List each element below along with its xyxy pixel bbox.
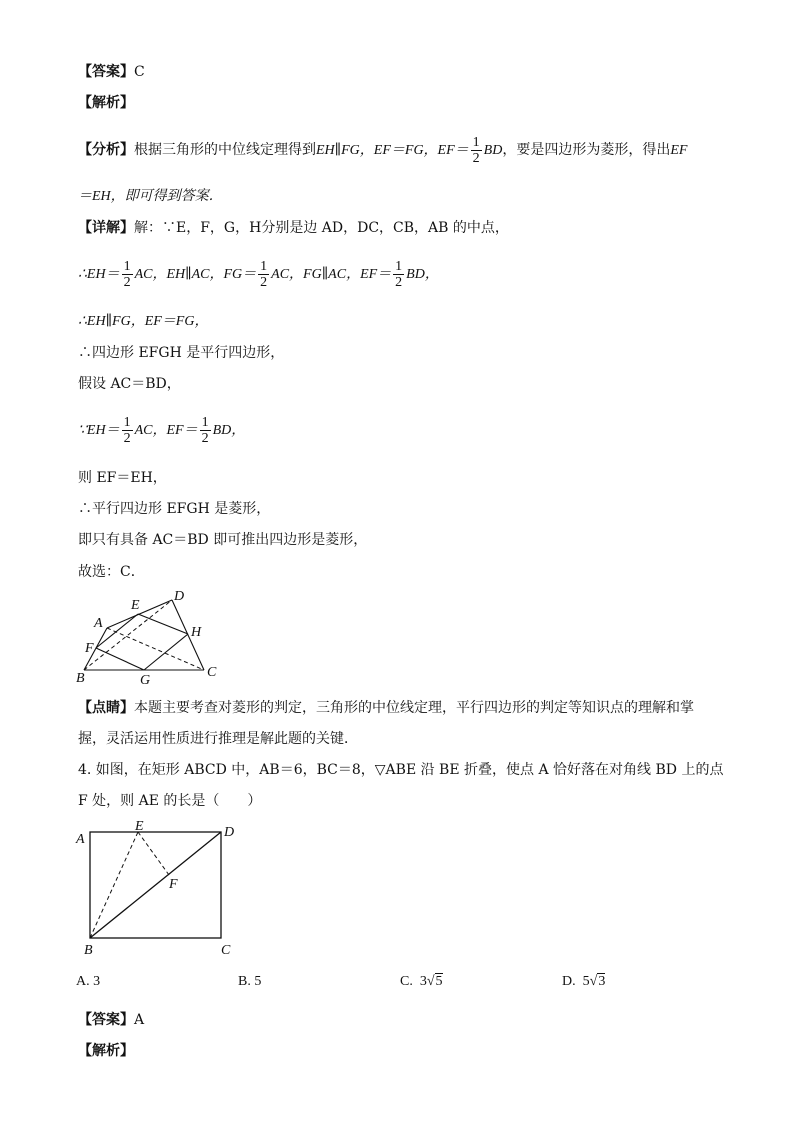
fraction-half: $\frac{1}{2}$ <box>123 258 131 290</box>
option-b[interactable]: B. 5 <box>238 974 262 989</box>
rectangle-figure <box>72 818 252 960</box>
answer-label: 【答案】 <box>78 1012 134 1028</box>
q3-fenxi-line <box>78 132 687 169</box>
label-d: D <box>174 589 185 604</box>
option-a[interactable]: A. 3 <box>76 974 101 989</box>
q3-step1: ∴EH＝ $\frac{1}{2}$ AC，EH∥AC，FG＝ $\frac{1}{2}$ AC，FG∥AC，EF＝ $\frac{1}{2}$ BD， <box>78 258 439 290</box>
dianjing-text1: 本题主要考查对菱形的判定，三角形的中位线定理，平行四边形的判定等知识点的理解和掌 <box>134 700 694 716</box>
q3-step5: ∵EH＝ $\frac{1}{2}$ AC，EF＝ $\frac{1}{2}$ BD， <box>78 414 246 446</box>
q3-analysis-label: 【解析】 <box>78 95 134 111</box>
detail-text: 解：∵E，F，G，H分别是边 AD，DC，CB，AB 的中点， <box>134 220 509 236</box>
label-c: C <box>221 943 231 958</box>
q3-step4: 假设 AC＝BD， <box>78 376 181 392</box>
fenxi-text1: 根据三角形的中位线定理得到 <box>134 142 316 158</box>
diagonal-ac <box>107 628 204 670</box>
label-f: F <box>169 877 178 892</box>
fenxi-bd: BD <box>483 143 503 158</box>
q3-dianjing-line1 <box>78 698 694 718</box>
q4-stem-line2: F 处，则 AE 的长是（ ） <box>78 793 262 809</box>
segment-ef <box>138 832 169 875</box>
q3-detail-line <box>78 218 509 238</box>
fold-line-be <box>90 832 138 938</box>
q3-step7: ∴平行四边形 EFGH 是菱形， <box>78 501 271 517</box>
quadrilateral-figure <box>74 586 234 688</box>
fenxi-label: 【分析】 <box>78 142 134 158</box>
q3-step9: 故选：C． <box>78 564 145 580</box>
q4-analysis-label: 【解析】 <box>78 1043 134 1059</box>
fenxi-eq1: EH∥FG，EF＝FG，EF＝ <box>316 143 469 158</box>
edge-he <box>138 614 188 634</box>
diagonal-bd <box>84 600 172 670</box>
edge-fg <box>96 648 144 670</box>
q3-step8: 即只有具备 AC＝BD 即可推出四边形是菱形， <box>78 532 368 548</box>
q3-step2: ∴EH∥FG，EF＝FG， <box>78 314 209 329</box>
label-a: A <box>76 832 85 847</box>
option-d[interactable]: D. 5√3 <box>562 974 606 989</box>
answer-value: A <box>134 1012 145 1028</box>
answer-label: 【答案】 <box>78 64 134 80</box>
fenxi-text2: ，要是四边形为菱形，得出 <box>502 142 671 158</box>
q3-step6: 则 EF＝EH， <box>78 470 167 486</box>
fraction-half: $\frac{1}{2}$ <box>395 258 403 290</box>
label-c: C <box>207 665 217 680</box>
q3-answer-line <box>78 62 145 82</box>
fenxi-ef: EF <box>670 143 688 158</box>
fraction-half: $\frac{1}{2}$ <box>472 134 480 166</box>
label-e: E <box>131 598 140 613</box>
label-d: D <box>224 825 235 840</box>
answer-value: C <box>134 64 145 80</box>
fraction-half: $\frac{1}{2}$ <box>123 414 131 446</box>
detail-label: 【详解】 <box>78 220 134 236</box>
q4-answer-line <box>78 1010 144 1030</box>
q4-stem-line1: 4. 如图，在矩形 ABCD 中，AB＝6，BC＝8，▽ABE 沿 BE 折叠，使点 A 恰好落在对角线 BD 上的点 <box>78 762 724 778</box>
fraction-half: $\frac{1}{2}$ <box>260 258 268 290</box>
q3-dianjing-line2: 握，灵活运用性质进行推理是解此题的关键． <box>78 731 358 747</box>
label-h: H <box>191 625 202 640</box>
label-g: G <box>140 673 151 688</box>
label-f: F <box>85 641 94 656</box>
fraction-half: $\frac{1}{2}$ <box>201 414 209 446</box>
option-c[interactable]: C. 3√5 <box>400 974 443 989</box>
edge-gh <box>144 634 188 670</box>
dianjing-label: 【点睛】 <box>78 700 134 716</box>
q3-fenxi-line2: ＝EH，即可得到答案． <box>78 189 223 204</box>
label-a: A <box>94 616 103 631</box>
label-b: B <box>76 671 85 686</box>
q3-step3: ∴四边形 EFGH 是平行四边形， <box>78 345 285 361</box>
diagonal-bd <box>90 832 221 938</box>
label-b: B <box>84 943 93 958</box>
label-e: E <box>135 819 144 834</box>
